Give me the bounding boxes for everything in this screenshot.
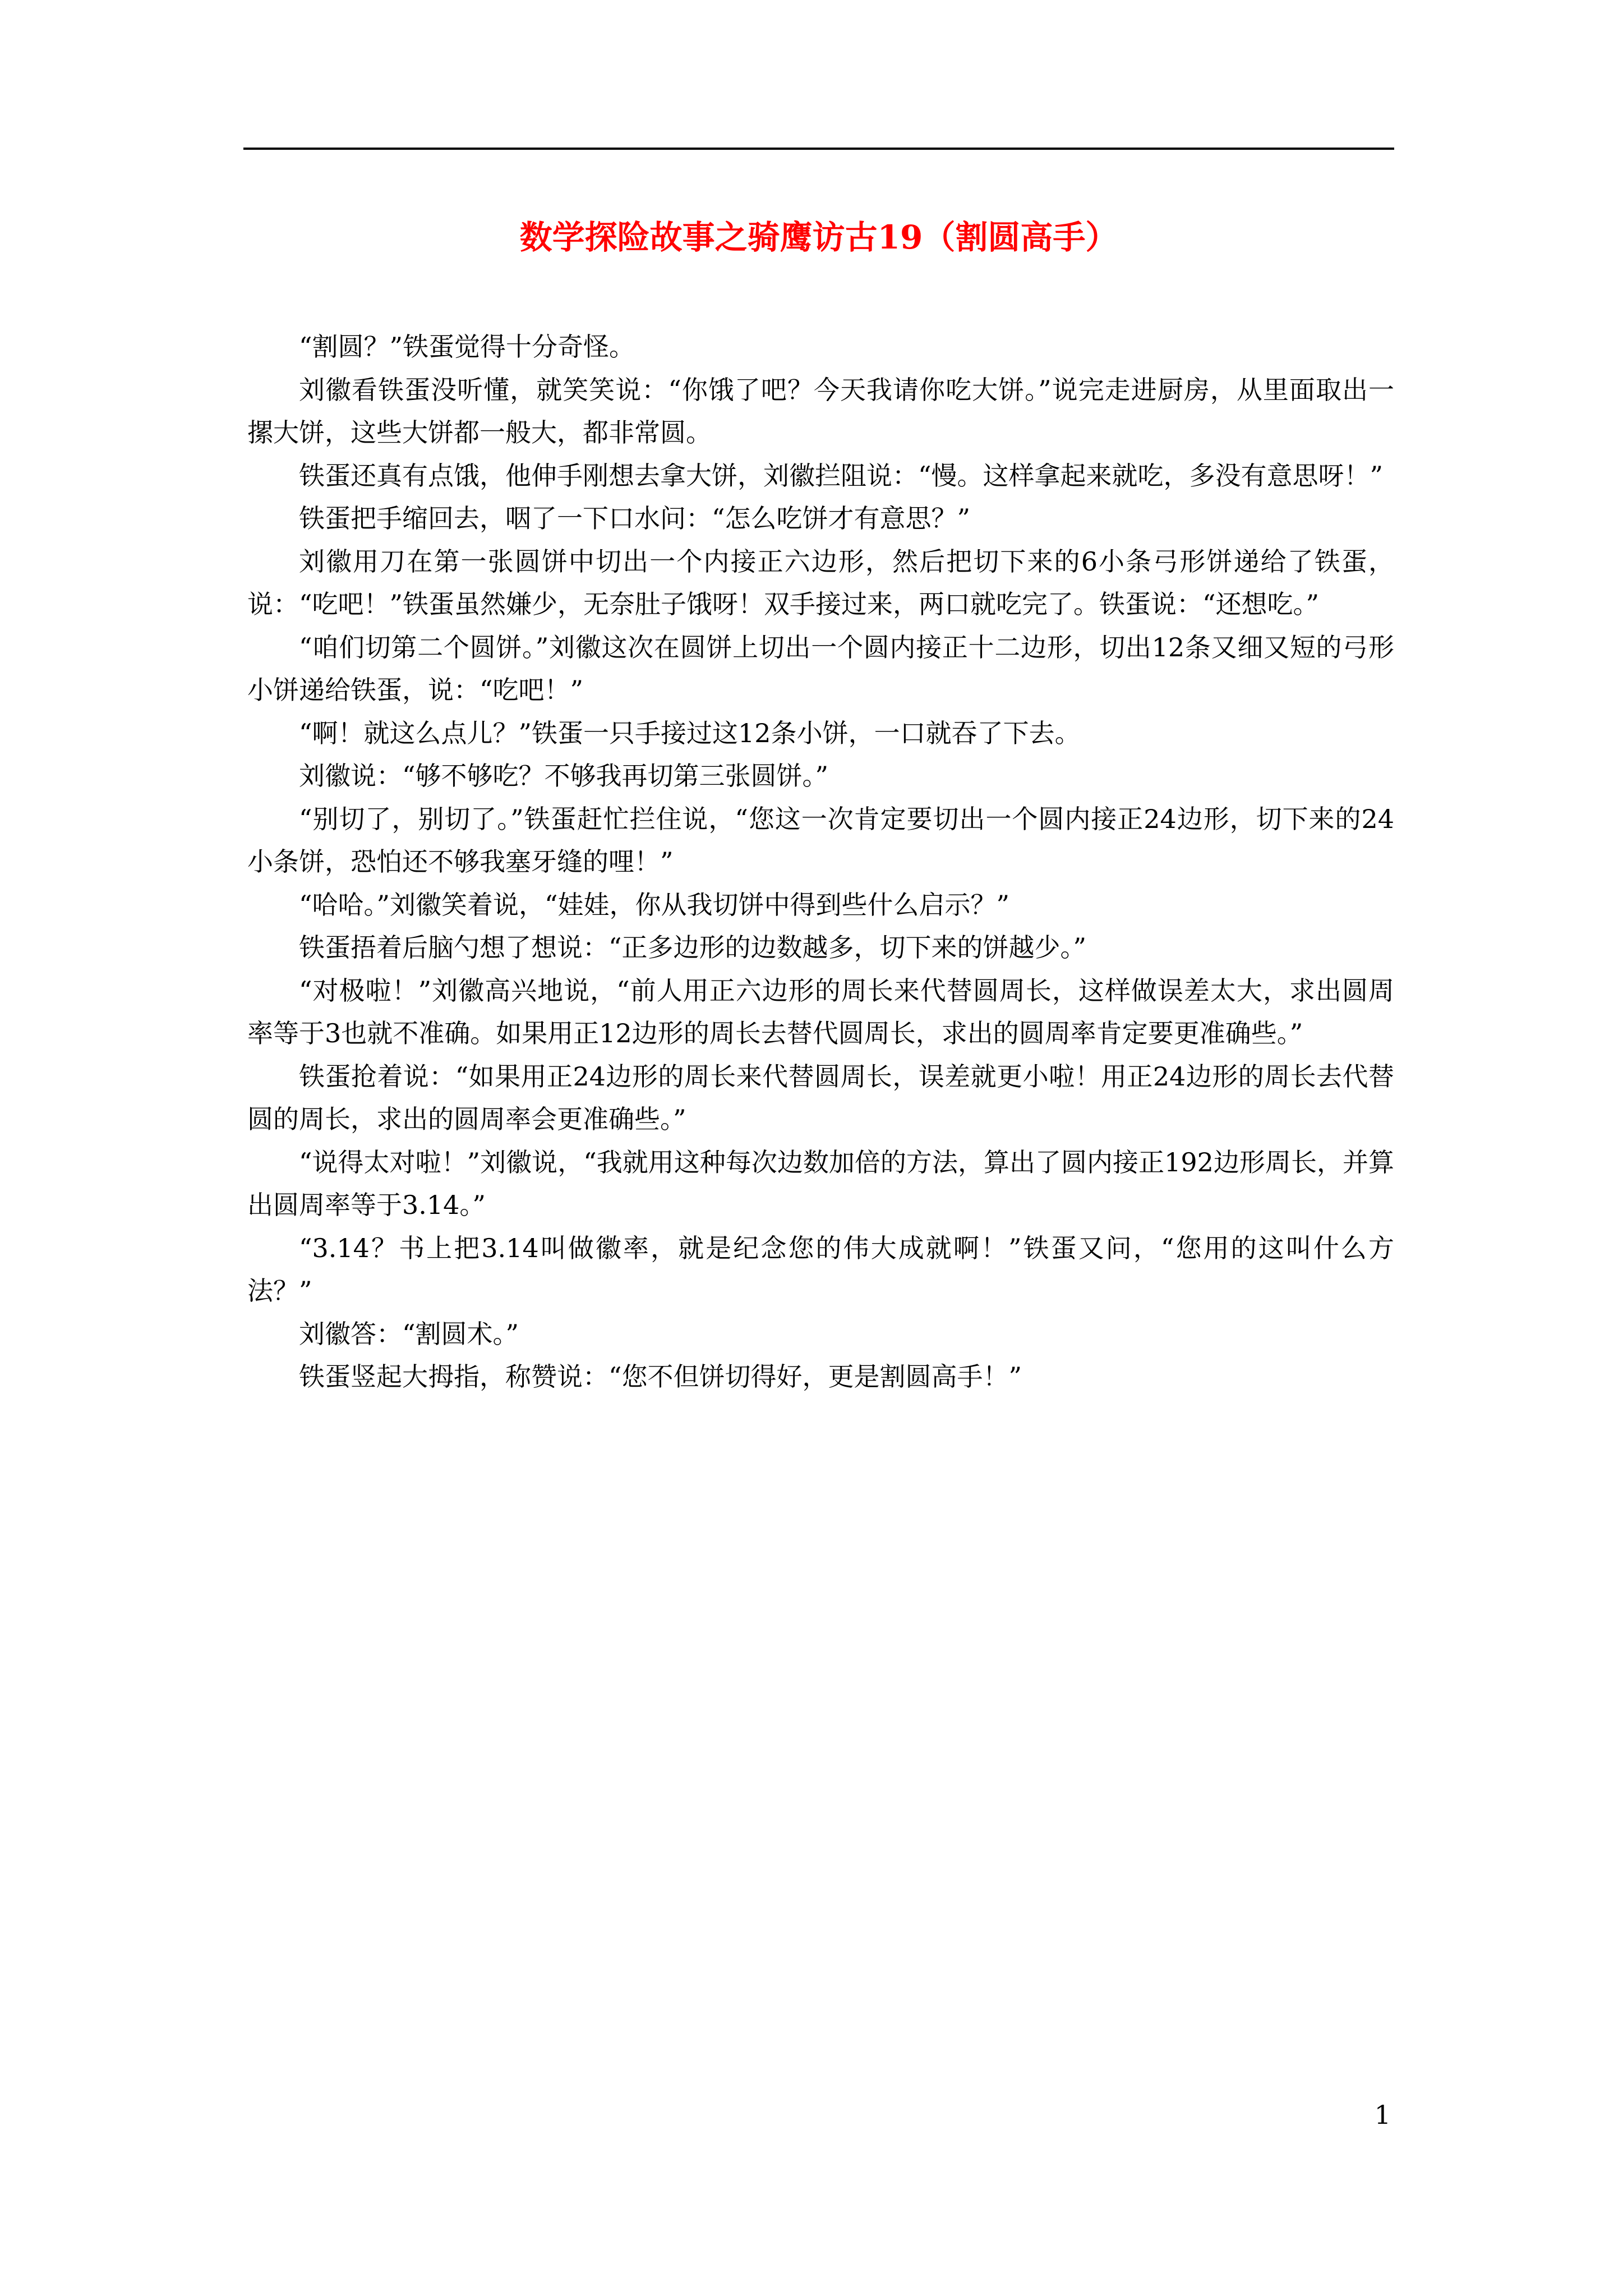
story-paragraph: “3.14？书上把3.14叫做徽率，就是纪念您的伟大成就啊！”铁蛋又问，“您用的这叫什么方法？”: [247, 1232, 1394, 1306]
story-paragraph: 刘徽说：“够不够吃？不够我再切第三张圆饼。”: [299, 761, 829, 791]
story-paragraph: “对极啦！”刘徽高兴地说，“前人用正六边形的周长来代替圆周长，这样做误差太大，求出圆周率等于3也就不准确。如果用正12边形的周长去替代圆周长，求出的圆周率肯定要更准确些。”: [247, 975, 1394, 1048]
story-paragraph: 铁蛋捂着后脑勺想了想说：“正多边形的边数越多，切下来的饼越少。”: [299, 932, 1087, 963]
story-paragraph: “哈哈。”刘徽笑着说，“娃娃，你从我切饼中得到些什么启示？”: [299, 889, 1010, 920]
story-paragraph: “别切了，别切了。”铁蛋赶忙拦住说，“您这一次肯定要切出一个圆内接正24边形，切下来的24小条饼，恐怕还不够我塞牙缝的哩！”: [247, 803, 1394, 877]
page-number: 1: [1374, 2100, 1391, 2130]
story-paragraph: 铁蛋抢着说：“如果用正24边形的周长来代替圆周长，误差就更小啦！用正24边形的周长去代替圆的周长，求出的圆周率会更准确些。”: [247, 1061, 1394, 1134]
story-paragraph: 刘徽答：“割圆术。”: [299, 1318, 519, 1349]
story-paragraph: “啊！就这么点儿？”铁蛋一只手接过这12条小饼，一口就吞了下去。: [299, 717, 1081, 748]
story-paragraph: “咱们切第二个圆饼。”刘徽这次在圆饼上切出一个圆内接正十二边形，切出12条又细又短的弓形小饼递给铁蛋，说：“吃吧！”: [247, 632, 1394, 705]
story-paragraph: 铁蛋把手缩回去，咽了一下口水问：“怎么吃饼才有意思？”: [299, 503, 971, 533]
page-title: 数学探险故事之骑鹰访古19（割圆高手）: [519, 218, 1118, 256]
story-paragraph: “割圆？”铁蛋觉得十分奇怪。: [299, 332, 635, 362]
story-paragraph: 铁蛋竖起大拇指，称赞说：“您不但饼切得好，更是割圆高手！”: [299, 1361, 1022, 1392]
story-body: [247, 325, 1394, 1398]
story-paragraph: 刘徽看铁蛋没听懂，就笑笑说：“你饿了吧？今天我请你吃大饼。”说完走进厨房，从里面取出一摞大饼，这些大饼都一般大，都非常圆。: [247, 374, 1394, 448]
header-rule: [243, 148, 1394, 150]
story-paragraph: 铁蛋还真有点饿，他伸手刚想去拿大饼，刘徽拦阻说：“慢。这样拿起来就吃，多没有意思呀！”: [299, 460, 1384, 491]
story-paragraph: “说得太对啦！”刘徽说，“我就用这种每次边数加倍的方法，算出了圆内接正192边形周长，并算出圆周率等于3.14。”: [247, 1147, 1394, 1220]
story-paragraph: 刘徽用刀在第一张圆饼中切出一个内接正六边形，然后把切下来的6小条弓形饼递给了铁蛋，说：“吃吧！”铁蛋虽然嫌少，无奈肚子饿呀！双手接过来，两口就吃完了。铁蛋说：“还想吃。”: [247, 546, 1394, 619]
